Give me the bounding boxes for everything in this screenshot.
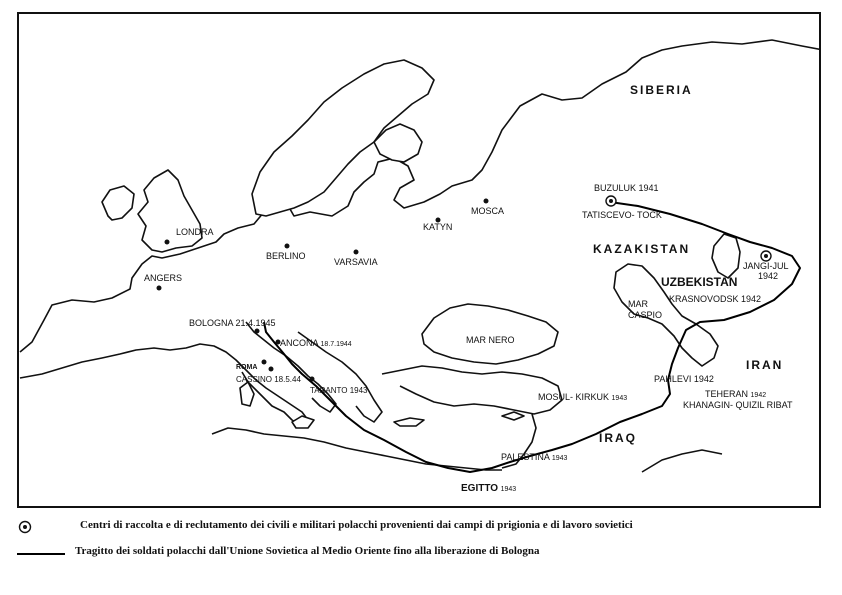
- label-berlino: BERLINO: [266, 251, 306, 261]
- coastline-ireland: [102, 186, 134, 220]
- label-mosca: MOSCA: [471, 206, 505, 216]
- label-iraq: IRAQ: [599, 431, 637, 445]
- label-tatiscevo: TATISCEVO- TOCK: [582, 210, 662, 220]
- camp-marker-jangi-jul: [761, 251, 771, 261]
- label-jangi-jul: JANGI-JUL: [743, 261, 789, 271]
- label-londra: LONDRA: [176, 227, 214, 237]
- legend-camp-text: Centri di raccolta e di reclutamento dei civili e militari polacchi provenienti dai campi di prigionia e di lavoro sovietici: [80, 519, 633, 531]
- city-dot-angers: [157, 286, 162, 291]
- label-buzuluk: BUZULUK 1941: [594, 183, 659, 193]
- label-khanagin: KHANAGIN- QUIZIL RIBAT: [683, 400, 793, 410]
- coastline-sicily: [292, 416, 314, 428]
- europe-middle-east-map: [19, 14, 821, 508]
- label-mar-nero: MAR NERO: [466, 335, 515, 345]
- label-katyn: KATYN: [423, 222, 453, 232]
- camp-marker-buzuluk: [606, 196, 616, 206]
- legend-route-text: Tragitto dei soldati polacchi dall'Unione Sovietica al Medio Oriente fino alla liberazione di Bologna: [75, 545, 540, 557]
- label-varsavia: VARSAVIA: [334, 257, 378, 267]
- coastline-persian-gulf: [642, 450, 722, 472]
- city-dot-berlino: [285, 244, 290, 249]
- coastline-cyprus: [502, 412, 524, 420]
- coastline-north-africa: [212, 428, 502, 470]
- label-angers: ANGERS: [144, 273, 183, 283]
- city-dot-bologna: [255, 329, 260, 334]
- legend-camp-row: [17, 518, 821, 536]
- label-iran: IRAN: [746, 358, 784, 372]
- legend-route-row: [17, 545, 821, 563]
- map-frame: [17, 12, 821, 508]
- label-egitto: EGITTO 1943: [461, 483, 517, 494]
- label-cassino: CASSINO 18.5.44: [236, 375, 301, 384]
- city-dot-varsavia: [354, 250, 359, 255]
- label-taranto: TARANTO 1943: [310, 386, 368, 395]
- coastline-aral-sea: [712, 234, 740, 278]
- city-dot-londra: [165, 240, 170, 245]
- label-bologna: BOLOGNA 21.4.1945: [189, 318, 276, 328]
- label-ancona: ANCONA 18.7.1944: [280, 338, 352, 348]
- legend-route-line-icon: [17, 545, 67, 561]
- city-dot-taranto: [310, 377, 315, 382]
- city-dot-roma: [262, 360, 267, 365]
- label-teheran: TEHERAN 1942: [705, 389, 767, 399]
- city-dot-cassino: [269, 367, 274, 372]
- legend-camp-marker-icon: [17, 519, 33, 535]
- label-pahlevi: PAHLEVI 1942: [654, 374, 714, 384]
- coastline-black-sea: [422, 304, 558, 364]
- label-mar-caspio-line2: CASPIO: [628, 310, 663, 320]
- coastline-mediterranean-north: [20, 344, 308, 426]
- coastline-turkey: [382, 366, 562, 414]
- coastline-great-britain: [138, 170, 202, 252]
- label-siberia: SIBERIA: [630, 83, 693, 97]
- label-mosul-kirkuk: MOSUL- KIRKUK 1943: [538, 392, 628, 402]
- label-mar-caspio-line1: MAR: [628, 299, 648, 309]
- label-kazakistan: KAZAKISTAN: [593, 242, 691, 256]
- city-dot-mosca: [484, 199, 489, 204]
- label-jangi-jul-year: 1942: [758, 271, 779, 281]
- label-roma: ROMA: [236, 364, 258, 371]
- coastline-italy: [246, 322, 336, 412]
- label-krasnovodsk: KRASNOVODSK 1942: [669, 294, 762, 304]
- coastline-crete: [394, 418, 424, 426]
- label-palestina: PALESTINA 1943: [501, 452, 568, 462]
- label-uzbekistan: UZBEKISTAN: [661, 275, 738, 289]
